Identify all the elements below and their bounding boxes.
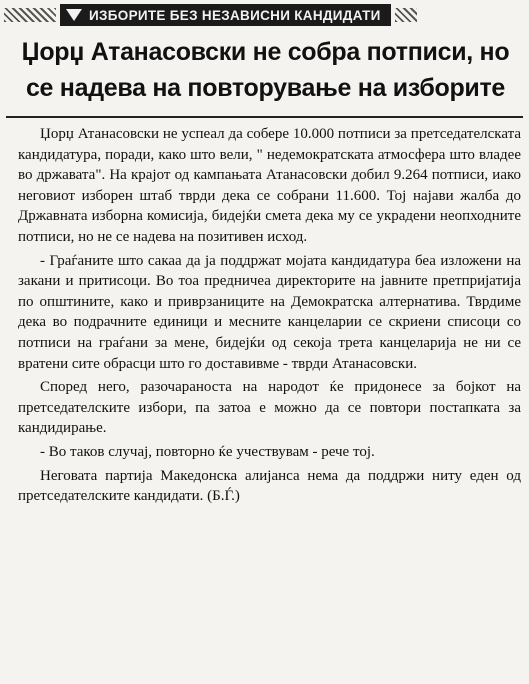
hatch-decoration-right	[395, 8, 417, 22]
article-paragraph: Според него, разочараноста на народот ќе придонесе за бојкот на претседателските избори, па затоа е можно да се повтори постапката за кандидирање.	[18, 379, 521, 437]
triangle-down-icon	[66, 9, 82, 21]
hatch-decoration-left	[4, 8, 56, 22]
article-paragraph: Неговата партија Македонска алијанса нема да поддржи ниту еден од претседателските кандидати. (Б.Ѓ.)	[18, 467, 521, 505]
article-headline: Џорџ Атанасовски не собра потписи, но се надева на повторување на изборите	[21, 38, 510, 102]
article-paragraph: - Во таков случај, повторно ќе учествувам - рече тој.	[40, 443, 375, 460]
section-label: ИЗБОРИТЕ БЕЗ НЕЗАВИСНИ КАНДИДАТИ	[89, 7, 381, 23]
article-paragraph: Џорџ Атанасовски не успеал да собере 10.000 потписи за претседателската кандидатура, поради, како што вели, " недемократската атмосфера што владее во државата". На крајот од кампањата Атанасовски добил 9.264 потписи, иако неговиот изборен штаб тврди дека се собрани 11.600. Тој најави жалба до Државната изборна комисија, бидејќи смета дека му се украдени неопходните потписи, но не се надева на позитивен исход.	[18, 126, 521, 245]
article-paragraph: - Граѓаните што сакаа да ја поддржат мојата кандидатура беа изложени на закани и притисоци. Во тоа предничеа директорите на јавните претпријатија по општините, како и приврзаниците на Демократска алтернатива. Тврдиме дека во подрачните единици и месните канцеларии се скриени списоци со потписи на граѓани за мене, бидејќи од секоја трета канцеларија не ни се вратени сите обрасци што го доставивме - тврди Атанасовски.	[18, 252, 521, 372]
headline-divider	[6, 116, 523, 118]
article-body	[18, 124, 521, 510]
section-label-box	[60, 4, 391, 26]
section-header	[4, 4, 525, 26]
